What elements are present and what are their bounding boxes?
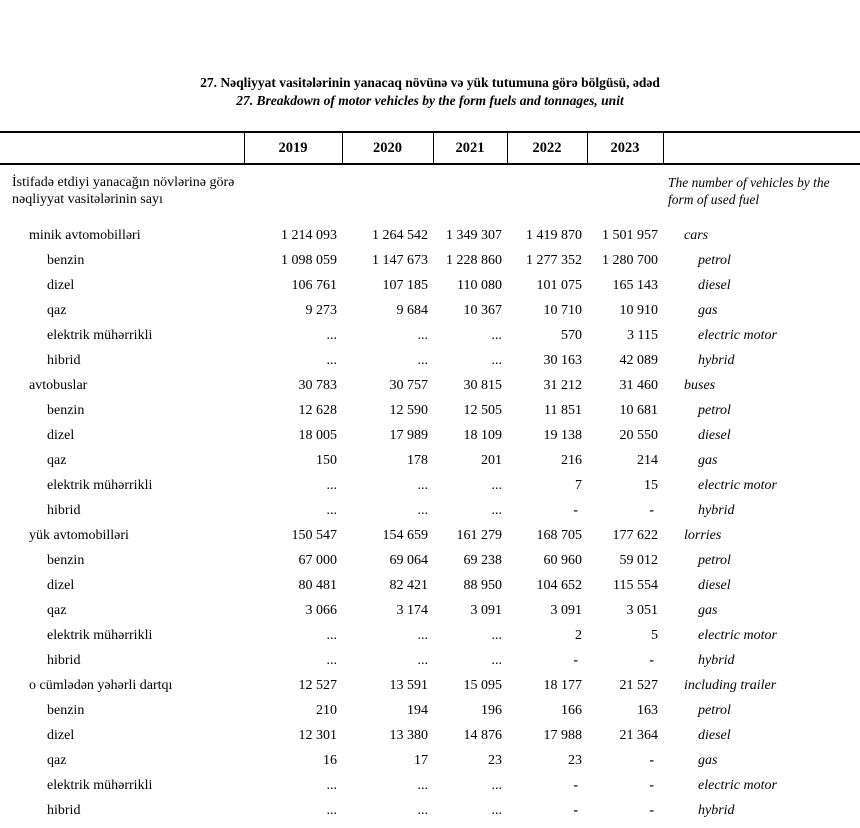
value-cell-2019: 3 066 xyxy=(305,602,337,618)
row-label-az: elektrik mühərrikli xyxy=(47,327,153,343)
row-label-az: benzin xyxy=(47,252,85,268)
row-label-az: dizel xyxy=(47,727,75,743)
value-cell-2019: 1 098 059 xyxy=(281,252,337,268)
value-cell-2020: 30 757 xyxy=(389,377,428,393)
value-cell-2022: 104 652 xyxy=(536,577,582,593)
table-row xyxy=(0,398,860,423)
table-title-az: 27. Nəqliyyat vasitələrinin yanacaq növünə və yük tutumuna görə bölgüsü, ədəd xyxy=(200,75,660,90)
row-label-az: qaz xyxy=(47,452,67,468)
row-label-en: electric motor xyxy=(698,627,777,643)
value-cell-2022: - xyxy=(573,802,578,818)
row-label-az: qaz xyxy=(47,752,67,768)
row-label-az: hibrid xyxy=(47,352,81,368)
year-column-header: 2021 xyxy=(433,132,507,164)
value-cell-2020: 194 xyxy=(407,702,428,718)
row-label-az: benzin xyxy=(47,402,85,418)
value-cell-2019: 1 214 093 xyxy=(281,227,337,243)
value-cell-2021: 15 095 xyxy=(463,677,502,693)
value-cell-2020: ... xyxy=(417,627,428,643)
value-cell-2023: 15 xyxy=(644,477,658,493)
value-cell-2020: 9 684 xyxy=(396,302,428,318)
row-label-en: hybrid xyxy=(698,802,735,818)
value-cell-2021: ... xyxy=(491,502,502,518)
value-cell-2022: 19 138 xyxy=(543,427,582,443)
value-cell-2021: 23 xyxy=(488,752,502,768)
row-label-az: elektrik mühərrikli xyxy=(47,477,153,493)
table-row xyxy=(0,323,860,348)
value-cell-2020: 178 xyxy=(407,452,428,468)
value-cell-2020: ... xyxy=(417,802,428,818)
vehicles-by-fuel-table xyxy=(0,131,860,823)
row-label-az: minik avtomobilləri xyxy=(29,227,141,243)
value-cell-2023: 1 501 957 xyxy=(602,227,658,243)
row-label-en: diesel xyxy=(698,577,731,593)
row-label-en: electric motor xyxy=(698,777,777,793)
row-label-en: diesel xyxy=(698,277,731,293)
value-cell-2022: 30 163 xyxy=(543,352,582,368)
value-cell-2022: - xyxy=(573,652,578,668)
value-cell-2021: 196 xyxy=(481,702,502,718)
value-cell-2020: 69 064 xyxy=(389,552,428,568)
row-label-az: benzin xyxy=(47,702,85,718)
row-label-en: diesel xyxy=(698,427,731,443)
row-label-az: benzin xyxy=(47,552,85,568)
table-row xyxy=(0,598,860,623)
value-cell-2022: 216 xyxy=(561,452,582,468)
value-cell-2022: 18 177 xyxy=(543,677,582,693)
table-row xyxy=(0,348,860,373)
value-cell-2022: 101 075 xyxy=(536,277,582,293)
value-cell-2023: 21 364 xyxy=(619,727,658,743)
row-label-en: hybrid xyxy=(698,652,735,668)
row-label-en: gas xyxy=(698,752,718,768)
table-row xyxy=(0,623,860,648)
table-row xyxy=(0,698,860,723)
row-label-en: petrol xyxy=(698,252,731,268)
value-cell-2019: 12 628 xyxy=(298,402,337,418)
value-cell-2022: 31 212 xyxy=(543,377,582,393)
value-cell-2020: 1 264 542 xyxy=(372,227,428,243)
value-cell-2020: ... xyxy=(417,652,428,668)
header-spacer-left xyxy=(0,132,244,164)
table-body xyxy=(0,164,860,823)
value-cell-2021: ... xyxy=(491,652,502,668)
value-cell-2019: 150 547 xyxy=(291,527,337,543)
value-cell-2020: ... xyxy=(417,502,428,518)
value-cell-2023: 1 280 700 xyxy=(602,252,658,268)
value-cell-2023: 21 527 xyxy=(619,677,658,693)
value-cell-2020: 17 989 xyxy=(389,427,428,443)
empty-cell xyxy=(342,164,433,223)
row-label-en: hybrid xyxy=(698,502,735,518)
value-cell-2019: 12 301 xyxy=(298,727,337,743)
value-cell-2020: ... xyxy=(417,352,428,368)
value-cell-2022: 168 705 xyxy=(536,527,582,543)
value-cell-2019: ... xyxy=(326,777,337,793)
value-cell-2021: ... xyxy=(491,777,502,793)
value-cell-2022: 10 710 xyxy=(543,302,582,318)
row-group-header-az: İstifadə etdiyi yanacağın növlərinə görə nəqliyyat vasitələrinin sayı xyxy=(12,175,235,207)
value-cell-2019: ... xyxy=(326,652,337,668)
value-cell-2023: 177 622 xyxy=(612,527,658,543)
value-cell-2023: - xyxy=(649,652,654,668)
value-cell-2019: ... xyxy=(326,477,337,493)
table-row xyxy=(0,798,860,823)
table-row xyxy=(0,273,860,298)
value-cell-2023: 3 051 xyxy=(626,602,658,618)
value-cell-2021: 3 091 xyxy=(470,602,502,618)
value-cell-2021: ... xyxy=(491,627,502,643)
year-column-header: 2019 xyxy=(244,132,342,164)
table-title-en: 27. Breakdown of motor vehicles by the form fuels and tonnages, unit xyxy=(236,93,624,108)
value-cell-2019: 16 xyxy=(323,752,337,768)
value-cell-2019: 12 527 xyxy=(298,677,337,693)
value-cell-2023: 20 550 xyxy=(619,427,658,443)
empty-cell xyxy=(244,164,342,223)
row-label-az: elektrik mühərrikli xyxy=(47,627,153,643)
value-cell-2023: 10 681 xyxy=(619,402,658,418)
empty-cell xyxy=(507,164,587,223)
year-column-header: 2023 xyxy=(587,132,663,164)
row-label-en: lorries xyxy=(684,527,722,543)
value-cell-2019: 106 761 xyxy=(291,277,337,293)
header-spacer-right xyxy=(663,132,860,164)
value-cell-2019: 30 783 xyxy=(298,377,337,393)
value-cell-2019: 210 xyxy=(316,702,337,718)
row-label-en: petrol xyxy=(698,402,731,418)
value-cell-2019: 150 xyxy=(316,452,337,468)
row-label-en: hybrid xyxy=(698,352,735,368)
row-group-header-en: The number of vehicles by the form of used fuel xyxy=(668,175,830,207)
value-cell-2021: 88 950 xyxy=(463,577,502,593)
value-cell-2019: ... xyxy=(326,327,337,343)
empty-cell xyxy=(433,164,507,223)
value-cell-2023: 214 xyxy=(637,452,658,468)
value-cell-2023: - xyxy=(649,802,654,818)
value-cell-2023: 163 xyxy=(637,702,658,718)
table-row xyxy=(0,748,860,773)
row-label-az: elektrik mühərrikli xyxy=(47,777,153,793)
year-column-header: 2020 xyxy=(342,132,433,164)
value-cell-2019: 80 481 xyxy=(298,577,337,593)
value-cell-2020: 17 xyxy=(414,752,428,768)
empty-cell xyxy=(587,164,663,223)
row-label-az: hibrid xyxy=(47,502,81,518)
table-row xyxy=(0,773,860,798)
table-row xyxy=(0,373,860,398)
row-group-header xyxy=(0,164,860,223)
value-cell-2019: 9 273 xyxy=(305,302,337,318)
value-cell-2022: - xyxy=(573,502,578,518)
row-label-en: gas xyxy=(698,452,718,468)
value-cell-2021: ... xyxy=(491,802,502,818)
value-cell-2019: 67 000 xyxy=(298,552,337,568)
table-row xyxy=(0,523,860,548)
value-cell-2023: 3 115 xyxy=(627,327,658,343)
value-cell-2020: ... xyxy=(417,477,428,493)
row-label-en: petrol xyxy=(698,702,731,718)
value-cell-2019: ... xyxy=(326,352,337,368)
value-cell-2019: ... xyxy=(326,802,337,818)
value-cell-2022: - xyxy=(573,777,578,793)
value-cell-2019: 18 005 xyxy=(298,427,337,443)
row-label-az: avtobuslar xyxy=(29,377,88,393)
row-label-az: dizel xyxy=(47,277,75,293)
table-row xyxy=(0,573,860,598)
value-cell-2021: 12 505 xyxy=(463,402,502,418)
value-cell-2023: 10 910 xyxy=(619,302,658,318)
row-label-en: gas xyxy=(698,302,718,318)
row-label-az: yük avtomobilləri xyxy=(29,527,129,543)
value-cell-2021: 110 080 xyxy=(457,277,502,293)
value-cell-2020: ... xyxy=(417,777,428,793)
value-cell-2023: - xyxy=(649,777,654,793)
value-cell-2021: ... xyxy=(491,477,502,493)
value-cell-2021: 30 815 xyxy=(463,377,502,393)
value-cell-2023: 165 143 xyxy=(612,277,658,293)
value-cell-2020: 1 147 673 xyxy=(372,252,428,268)
row-label-en: diesel xyxy=(698,727,731,743)
value-cell-2020: ... xyxy=(417,327,428,343)
value-cell-2021: 18 109 xyxy=(463,427,502,443)
table-row xyxy=(0,423,860,448)
table-row xyxy=(0,248,860,273)
value-cell-2021: ... xyxy=(491,352,502,368)
table-row xyxy=(0,723,860,748)
value-cell-2021: 10 367 xyxy=(463,302,502,318)
value-cell-2021: 69 238 xyxy=(463,552,502,568)
table-row xyxy=(0,498,860,523)
row-label-en: electric motor xyxy=(698,327,777,343)
row-label-en: electric motor xyxy=(698,477,777,493)
row-label-az: dizel xyxy=(47,427,75,443)
row-label-az: hibrid xyxy=(47,652,81,668)
table-title-block xyxy=(0,74,860,110)
row-label-az: dizel xyxy=(47,577,75,593)
value-cell-2023: - xyxy=(649,752,654,768)
value-cell-2020: 13 380 xyxy=(389,727,428,743)
table-row xyxy=(0,298,860,323)
value-cell-2020: 82 421 xyxy=(389,577,428,593)
year-column-header: 2022 xyxy=(507,132,587,164)
value-cell-2022: 17 988 xyxy=(543,727,582,743)
value-cell-2022: 2 xyxy=(575,627,582,643)
row-label-en: buses xyxy=(684,377,716,393)
value-cell-2022: 1 277 352 xyxy=(526,252,582,268)
value-cell-2022: 60 960 xyxy=(543,552,582,568)
table-row xyxy=(0,473,860,498)
value-cell-2023: 42 089 xyxy=(619,352,658,368)
value-cell-2022: 11 851 xyxy=(544,402,582,418)
table-row xyxy=(0,223,860,248)
row-label-az: hibrid xyxy=(47,802,81,818)
row-label-en: cars xyxy=(684,227,709,243)
year-header-row xyxy=(0,132,860,164)
value-cell-2023: 59 012 xyxy=(619,552,658,568)
value-cell-2022: 166 xyxy=(561,702,582,718)
row-label-en: petrol xyxy=(698,552,731,568)
value-cell-2022: 7 xyxy=(575,477,582,493)
value-cell-2022: 570 xyxy=(561,327,582,343)
value-cell-2021: 14 876 xyxy=(463,727,502,743)
value-cell-2020: 13 591 xyxy=(389,677,428,693)
value-cell-2023: 5 xyxy=(651,627,658,643)
value-cell-2021: ... xyxy=(491,327,502,343)
row-label-az: o cümlədən yəhərli dartqı xyxy=(29,677,173,693)
table-row xyxy=(0,673,860,698)
value-cell-2021: 201 xyxy=(481,452,502,468)
value-cell-2019: ... xyxy=(326,502,337,518)
value-cell-2021: 1 349 307 xyxy=(446,227,502,243)
value-cell-2020: 12 590 xyxy=(389,402,428,418)
value-cell-2023: 115 554 xyxy=(613,577,658,593)
table-row xyxy=(0,448,860,473)
value-cell-2023: 31 460 xyxy=(619,377,658,393)
row-label-az: qaz xyxy=(47,302,67,318)
value-cell-2020: 107 185 xyxy=(382,277,428,293)
value-cell-2020: 154 659 xyxy=(382,527,428,543)
value-cell-2021: 1 228 860 xyxy=(446,252,502,268)
value-cell-2020: 3 174 xyxy=(396,602,428,618)
value-cell-2022: 3 091 xyxy=(550,602,582,618)
value-cell-2021: 161 279 xyxy=(456,527,502,543)
row-label-en: gas xyxy=(698,602,718,618)
row-label-en: including trailer xyxy=(684,677,777,693)
value-cell-2022: 23 xyxy=(568,752,582,768)
table-row xyxy=(0,548,860,573)
value-cell-2022: 1 419 870 xyxy=(526,227,582,243)
value-cell-2023: - xyxy=(649,502,654,518)
row-label-az: qaz xyxy=(47,602,67,618)
table-row xyxy=(0,648,860,673)
value-cell-2019: ... xyxy=(326,627,337,643)
